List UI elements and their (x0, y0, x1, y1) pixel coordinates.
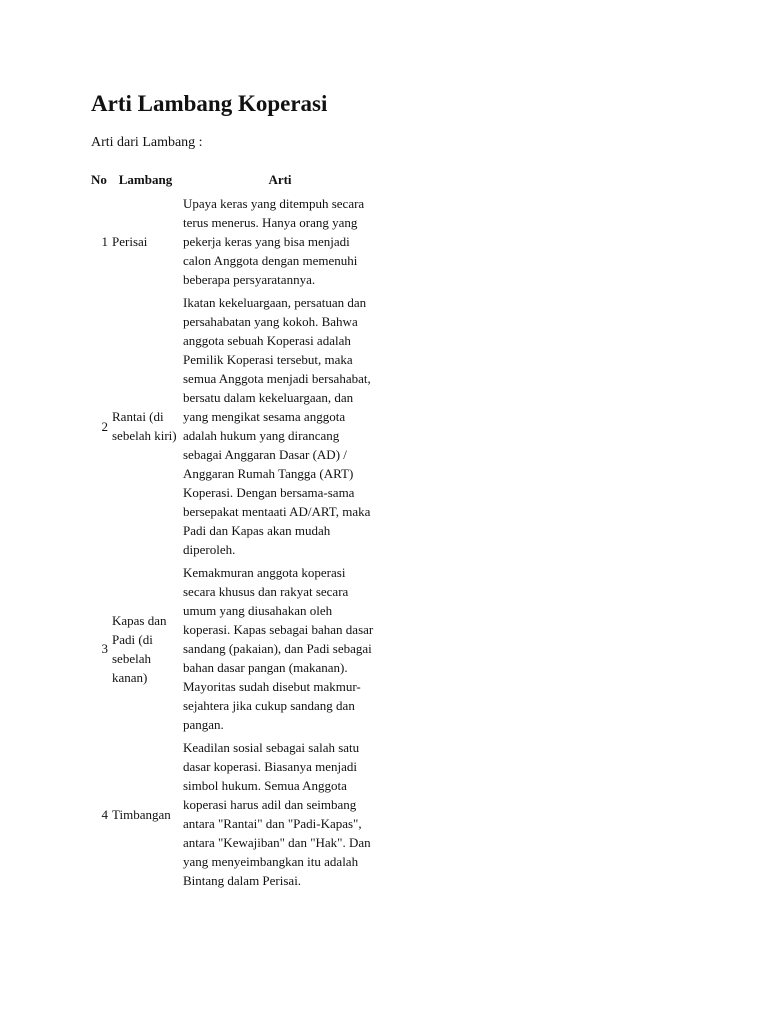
row-number: 1 (101, 234, 108, 249)
header-symbol: Lambang (118, 172, 173, 187)
table-header-row (88, 167, 379, 192)
row-meaning: Ikatan kekeluargaan, persatuan dan persahabatan yang kokoh. Bahwa anggota sebuah Koperasi adalah Pemilik Koperasi tersebut, maka semua Anggota menjadi bersahabat, bersatu dalam kekeluargaan, dan yang mengikat sesama anggota adalah hukum yang dirancang sebagai Anggaran Dasar (AD) / Anggaran Rumah Tangga (ART) Koperasi. Dengan bersama-sama bersepakat mentaati AD/ART, maka Padi dan Kapas akan mudah diperoleh. (183, 295, 371, 557)
table-row (88, 192, 379, 291)
row-symbol: Timbangan (112, 806, 171, 822)
table-row (88, 291, 379, 561)
row-symbol: Kapas dan Padi (di sebelah kanan) (112, 612, 167, 685)
row-meaning: Keadilan sosial sebagai salah satu dasar koperasi. Biasanya menjadi simbol hukum. Semua Anggota koperasi harus adil dan seimbang antara "Rantai" dan "Padi-Kapas", antara "Kewajiban" dan "Hak". Dan yang menyeimbangkan itu adalah Bintang dalam Perisai. (183, 740, 371, 888)
row-meaning: Upaya keras yang ditempuh secara terus menerus. Hanya orang yang pekerja keras yang bisa menjadi calon Anggota dengan memenuhi beberapa persyaratannya. (183, 196, 365, 287)
page-subtitle: Arti dari Lambang : (91, 135, 203, 150)
row-number: 3 (101, 641, 108, 656)
row-number: 4 (101, 806, 108, 822)
page-title: Arti Lambang Koperasi (91, 91, 328, 116)
header-no: No (91, 172, 107, 187)
symbol-meaning-table (88, 167, 379, 892)
row-symbol: Rantai (di sebelah kiri) (112, 409, 177, 443)
table-row (88, 736, 379, 892)
table-row (88, 561, 379, 736)
row-symbol: Perisai (112, 234, 148, 249)
row-meaning: Kemakmuran anggota koperasi secara khusus dan rakyat secara umum yang diusahakan oleh koperasi. Kapas sebagai bahan dasar sandang (pakaian), dan Padi sebagai bahan dasar pangan (makanan). Mayoritas sudah disebut makmur-sejahtera jika cukup sandang dan pangan. (183, 565, 374, 732)
header-meaning: Arti (268, 172, 292, 187)
row-number: 2 (101, 418, 108, 434)
